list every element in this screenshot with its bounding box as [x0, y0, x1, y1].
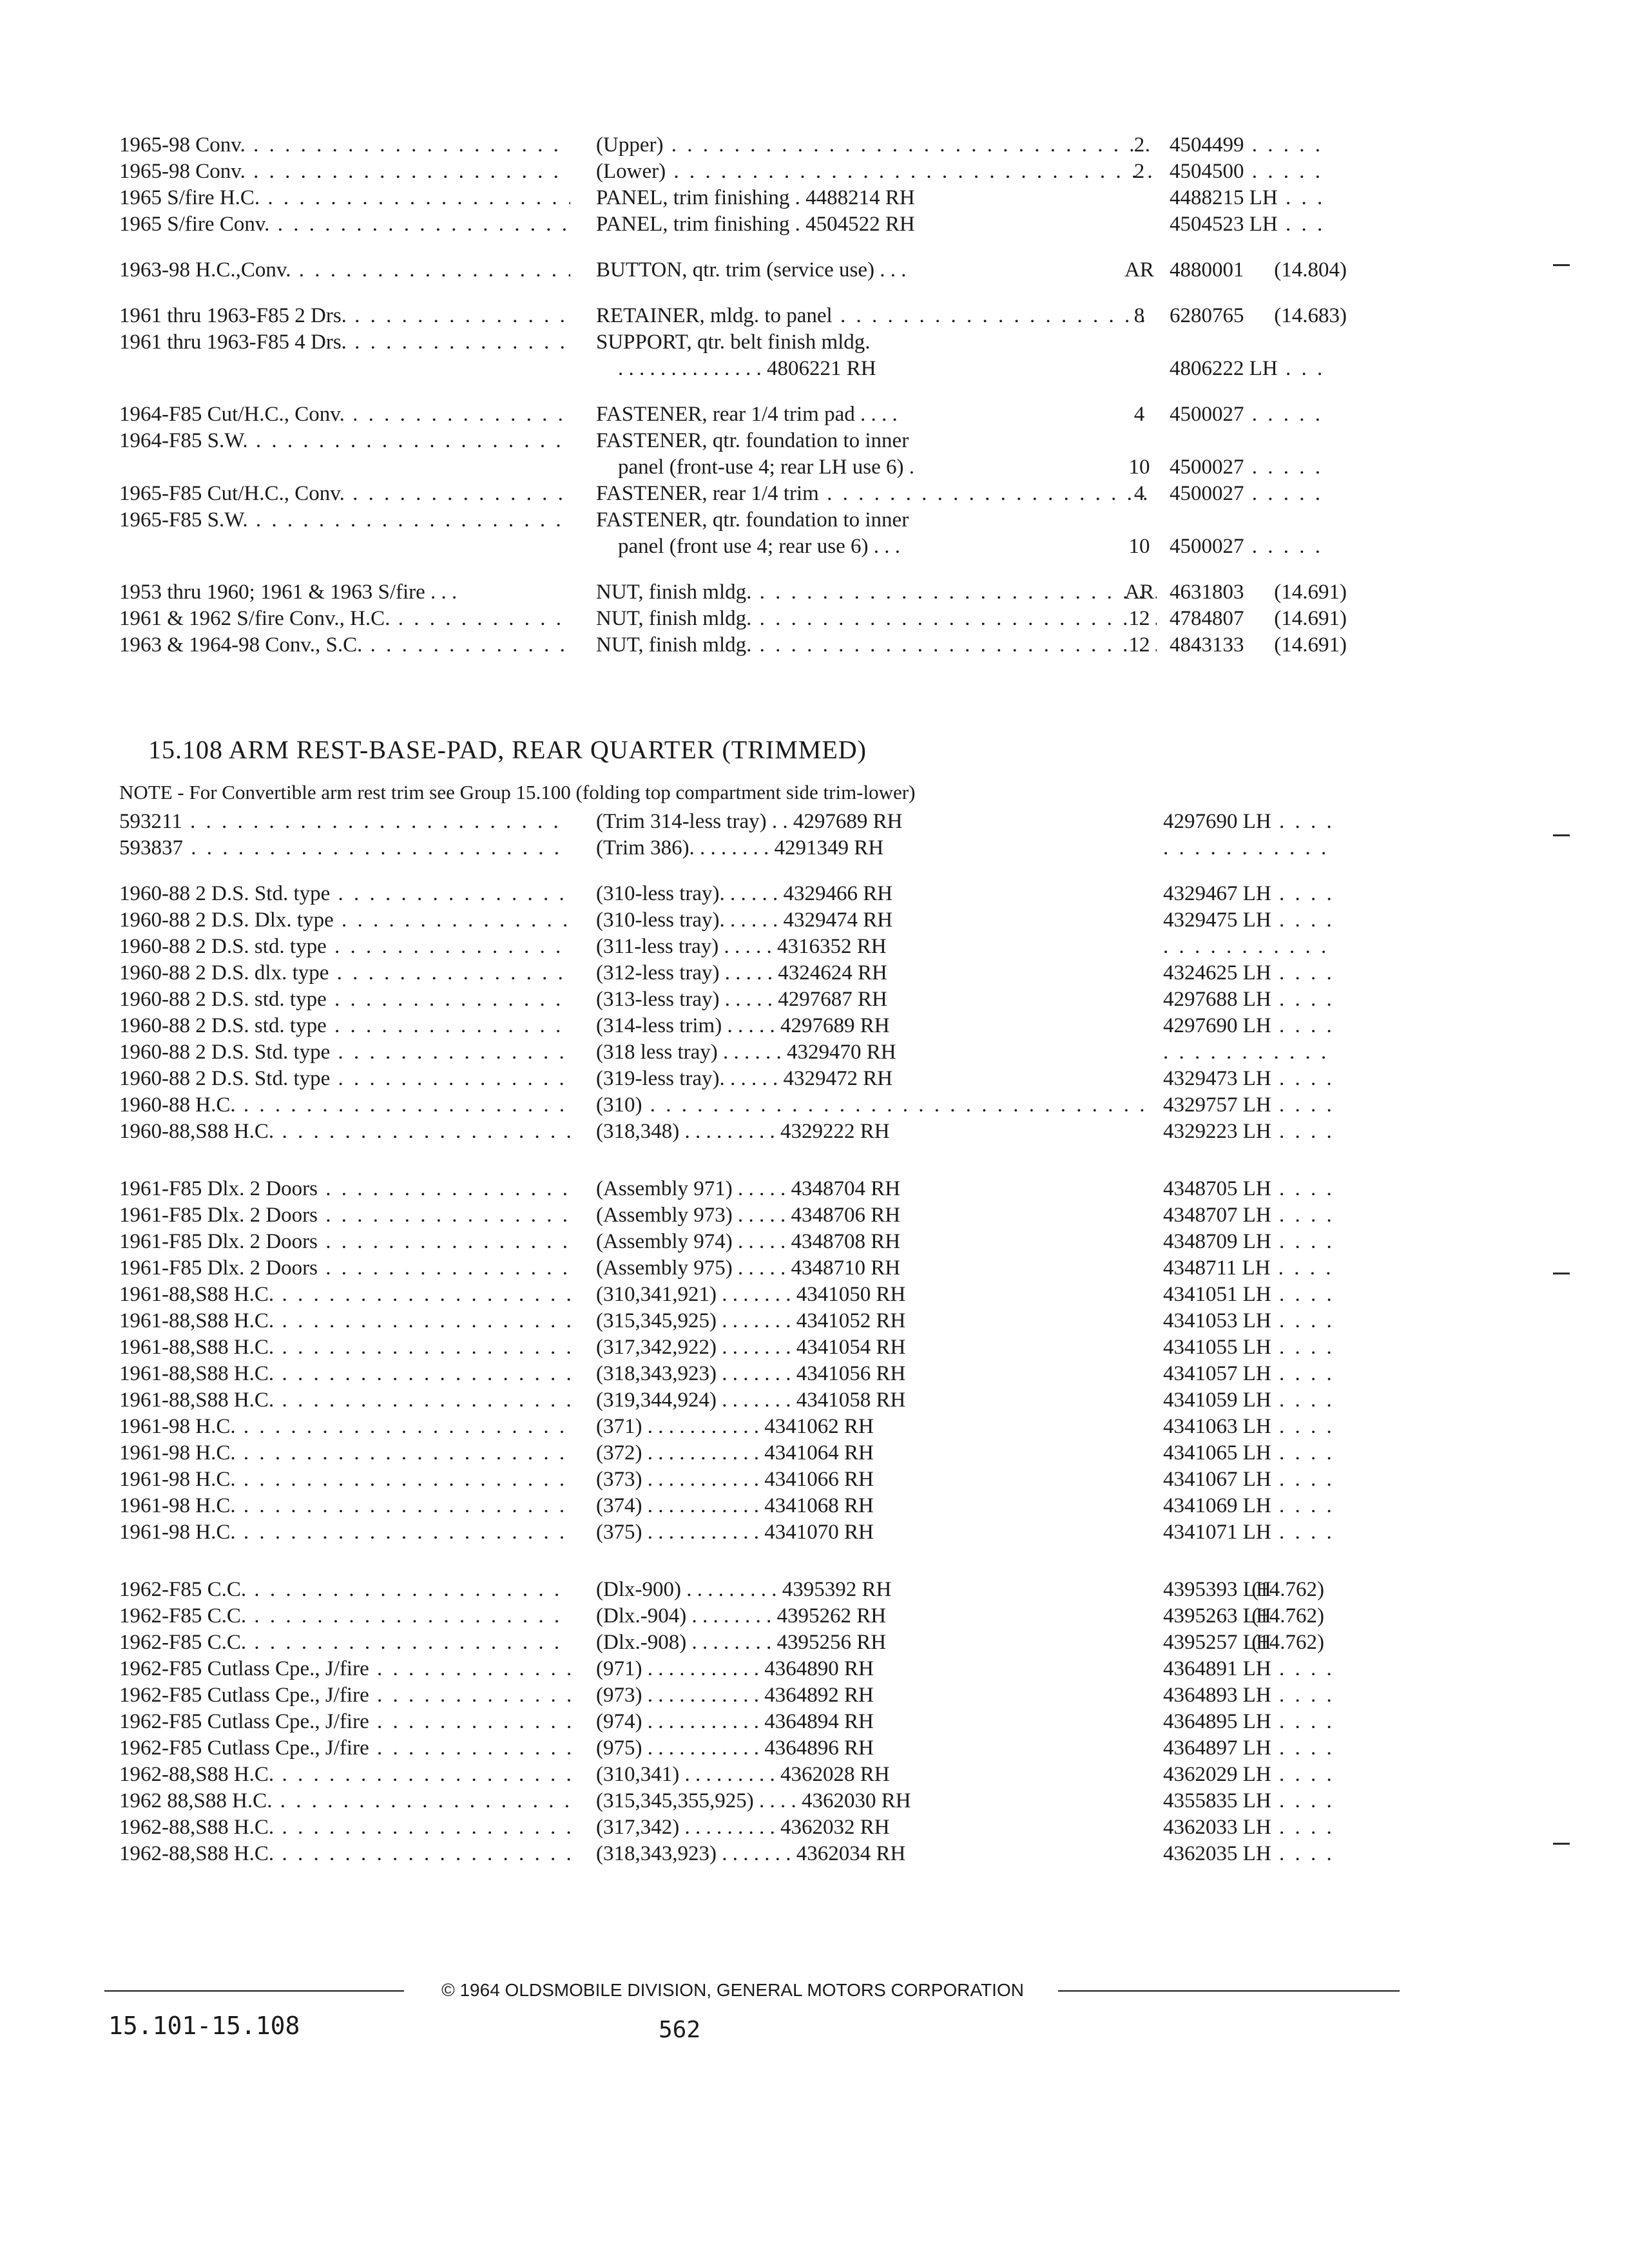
part-number-cell: 4355835 LH . . . — [1163, 1788, 1331, 1814]
description-cell: panel (front-use 4; rear LH use 6) . — [618, 456, 914, 479]
description-cell: (374) . . . . . . . . . . . 4341068 RH — [596, 1494, 874, 1517]
part-row — [119, 1841, 1331, 1867]
model-cell: 1962-F85 Cutlass Cpe., J/fire . . . — [119, 1682, 570, 1709]
section-note: NOTE - For Convertible arm rest trim see Group 15.100 (folding top compartment side trim-lower) — [119, 781, 916, 803]
part-number-cell: 4362033 LH . . . — [1163, 1814, 1331, 1841]
part-number-cell: 4348705 LH . . . — [1163, 1176, 1331, 1202]
part-row — [119, 1039, 1331, 1066]
part-row — [119, 1414, 1331, 1440]
model-cell: 1960-88 2 D.S. Dlx. type . . . — [119, 907, 570, 934]
description-cell: (371) . . . . . . . . . . . 4341062 RH — [596, 1415, 874, 1438]
part-row — [119, 1387, 1331, 1414]
part-number-cell: 4880001 — [1170, 258, 1244, 282]
margin-mark — [1553, 1843, 1570, 1845]
part-row — [119, 1577, 1331, 1603]
model-cell: 1961-F85 Dlx. 2 Doors . . . — [119, 1202, 570, 1229]
model-cell: 1961-88,S88 H.C. . . . — [119, 1387, 570, 1414]
part-row — [119, 934, 1331, 960]
quantity-cell: AR — [1124, 581, 1154, 604]
part-row — [119, 481, 1331, 507]
part-number-cell: 4329475 LH . . . — [1163, 907, 1331, 934]
description-cell: NUT, finish mldg. . . . — [596, 579, 1157, 606]
part-number-cell: 4364895 LH . . . — [1163, 1709, 1331, 1735]
description-cell: (315,345,925) . . . . . . . 4341052 RH — [596, 1309, 906, 1332]
part-row — [119, 1603, 1331, 1629]
part-row — [119, 1013, 1331, 1039]
part-row — [119, 1814, 1331, 1841]
part-row — [119, 257, 1347, 284]
model-cell: 1960-88 2 D.S. Std. type . . . — [119, 1066, 570, 1092]
row-spacer — [119, 1145, 1331, 1176]
part-number-cell — [1163, 934, 1331, 960]
description-cell: NUT, finish mldg. . . . — [596, 606, 1157, 632]
part-number-cell: 4488215 LH . . . — [1170, 185, 1331, 211]
description-cell: (Assembly 971) . . . . . 4348704 RH — [596, 1177, 901, 1200]
part-row — [119, 428, 1331, 454]
part-row — [119, 1119, 1331, 1145]
part-number-cell: 4348711 LH . . . — [1163, 1255, 1331, 1282]
part-number-cell: 4341071 LH . . . — [1163, 1519, 1331, 1546]
part-number-cell: 4500027 . . . — [1170, 401, 1331, 428]
reference-group-cell: (14.691) — [1274, 607, 1347, 630]
part-number-cell: 4329757 LH . . . — [1163, 1092, 1331, 1119]
description-cell: (Trim 386). . . . . . . . 4291349 RH — [596, 836, 884, 860]
description-cell: (318 less tray) . . . . . . 4329470 RH — [596, 1041, 896, 1064]
model-cell: 1964-F85 S.W. . . . — [119, 428, 570, 454]
model-cell: 1961-F85 Dlx. 2 Doors . . . — [119, 1176, 570, 1202]
part-row — [119, 1282, 1331, 1308]
part-row — [119, 1493, 1331, 1519]
model-cell: 1965-98 Conv. . . . — [119, 132, 570, 159]
part-row — [119, 454, 1331, 481]
part-row — [119, 1202, 1331, 1229]
part-row — [119, 211, 1331, 238]
description-cell: (Dlx.-908) . . . . . . . . 4395256 RH — [596, 1631, 887, 1654]
model-cell: 1960-88 H.C. . . . — [119, 1092, 570, 1119]
part-number-cell: 4341067 LH . . . — [1163, 1466, 1331, 1493]
reference-group-cell: (14.691) — [1274, 633, 1347, 657]
model-cell: 1965 S/fire H.C. . . . — [119, 185, 570, 211]
part-number-cell: 4341069 LH . . . — [1163, 1493, 1331, 1519]
model-cell: 1961-98 H.C. . . . — [119, 1493, 570, 1519]
part-row — [119, 986, 1331, 1013]
part-row — [119, 1735, 1331, 1762]
model-cell: 1961-F85 Dlx. 2 Doors . . . — [119, 1229, 570, 1255]
description-cell: (Lower) . . . — [596, 159, 1157, 185]
part-number-cell: 4297690 LH . . . — [1163, 809, 1331, 835]
model-cell: 1961-88,S88 H.C. . . . — [119, 1334, 570, 1361]
part-number-cell — [1163, 835, 1331, 861]
part-number-cell: 4341055 LH . . . — [1163, 1334, 1331, 1361]
part-row — [119, 1255, 1331, 1282]
part-number-cell: 4364893 LH . . . — [1163, 1682, 1331, 1709]
part-row — [119, 356, 1331, 382]
part-number-cell: 4806222 LH . . . — [1170, 356, 1331, 382]
row-spacer — [119, 1546, 1331, 1577]
row-spacer — [119, 861, 1331, 881]
row-spacer — [119, 238, 1331, 257]
model-cell: 1963 & 1964-98 Conv., S.C. . . . — [119, 632, 570, 658]
part-row — [119, 579, 1347, 606]
description-cell: NUT, finish mldg. . . . — [596, 632, 1157, 658]
model-cell: 1960-88 2 D.S. Std. type . . . — [119, 881, 570, 907]
description-cell: FASTENER, rear 1/4 trim . . . — [596, 481, 1157, 507]
reference-group-cell: (14.762) — [1251, 1578, 1324, 1601]
model-cell: 1961-88,S88 H.C. . . . — [119, 1361, 570, 1387]
part-row — [119, 1629, 1331, 1656]
reference-group-cell: (14.762) — [1251, 1631, 1324, 1654]
page-code: 15.101-15.108 — [108, 2012, 300, 2040]
row-spacer — [119, 560, 1331, 579]
part-row — [119, 809, 1331, 835]
part-row — [119, 329, 1331, 356]
description-cell: (310) . . . — [596, 1092, 1157, 1119]
part-number-cell: 4341057 LH . . . — [1163, 1361, 1331, 1387]
section-title: 15.108 ARM REST-BASE-PAD, REAR QUARTER (TRIMMED) — [148, 735, 867, 764]
reference-group-cell: (14.762) — [1251, 1604, 1324, 1628]
description-cell: (310,341,921) . . . . . . . 4341050 RH — [596, 1283, 906, 1306]
model-cell: 1960-88 2 D.S. std. type . . . — [119, 1013, 570, 1039]
part-number-cell: 4784807 — [1170, 607, 1244, 630]
description-cell: (310-less tray). . . . . . 4329466 RH — [596, 882, 893, 905]
model-cell: 1961-88,S88 H.C. . . . — [119, 1282, 570, 1308]
model-cell: 1961 thru 1963-F85 4 Drs. . . . — [119, 329, 570, 356]
part-number-cell: 6280765 — [1170, 304, 1244, 327]
reference-group-cell: (14.683) — [1274, 304, 1347, 327]
quantity-cell: 12 — [1128, 633, 1150, 657]
description-cell: (319,344,924) . . . . . . . 4341058 RH — [596, 1389, 906, 1412]
description-cell: (318,343,923) . . . . . . . 4362034 RH — [596, 1842, 906, 1865]
description-cell: (971) . . . . . . . . . . . 4364890 RH — [596, 1657, 874, 1680]
part-number-cell: 4341053 LH . . . — [1163, 1308, 1331, 1334]
description-cell: (Assembly 974) . . . . . 4348708 RH — [596, 1230, 901, 1253]
reference-group-cell: (14.691) — [1274, 581, 1347, 604]
model-cell: 1960-88 2 D.S. std. type . . . — [119, 934, 570, 960]
description-cell: (Assembly 975) . . . . . 4348710 RH — [596, 1256, 901, 1280]
part-number-cell: 4362029 LH . . . — [1163, 1762, 1331, 1788]
part-row — [119, 1308, 1331, 1334]
model-cell: 1965-98 Conv. . . . — [119, 159, 570, 185]
part-number-cell — [1163, 1039, 1331, 1066]
part-row — [119, 632, 1347, 658]
part-row — [119, 835, 1331, 861]
quantity-cell: 10 — [1128, 535, 1150, 558]
quantity-cell: 2 — [1133, 160, 1145, 183]
part-number-cell: 4324625 LH . . . — [1163, 960, 1331, 986]
description-cell: (313-less tray) . . . . . 4297687 RH — [596, 988, 887, 1011]
description-cell: (318,343,923) . . . . . . . 4341056 RH — [596, 1362, 906, 1385]
model-cell: 1962-88,S88 H.C. . . . — [119, 1841, 570, 1867]
model-cell: 1964-F85 Cut/H.C., Conv. . . . — [119, 401, 570, 428]
model-cell: 1961-98 H.C. . . . — [119, 1440, 570, 1466]
part-row — [119, 1709, 1331, 1735]
part-number-cell: 4329467 LH . . . — [1163, 881, 1331, 907]
model-cell: 1962-88,S88 H.C. . . . — [119, 1814, 570, 1841]
model-cell: 1962-F85 Cutlass Cpe., J/fire . . . — [119, 1709, 570, 1735]
part-number-cell: 4297688 LH . . . — [1163, 986, 1331, 1013]
description-cell: PANEL, trim finishing . 4488214 RH — [596, 186, 915, 209]
model-cell: 1963-98 H.C.,Conv. . . . — [119, 257, 570, 284]
model-cell: 1953 thru 1960; 1961 & 1963 S/fire . . . — [119, 581, 458, 604]
row-spacer — [119, 382, 1331, 401]
description-cell: (974) . . . . . . . . . . . 4364894 RH — [596, 1710, 874, 1733]
description-cell: (373) . . . . . . . . . . . 4341066 RH — [596, 1468, 874, 1491]
part-row — [119, 401, 1331, 428]
model-cell: 1961 & 1962 S/fire Conv., H.C. . . . — [119, 606, 570, 632]
part-row — [119, 1656, 1331, 1682]
description-cell: (Dlx-900) . . . . . . . . . 4395392 RH — [596, 1578, 892, 1601]
part-row — [119, 1682, 1331, 1709]
description-cell: FASTENER, qtr. foundation to inner — [596, 508, 909, 532]
description-cell: (315,345,355,925) . . . . 4362030 RH — [596, 1789, 911, 1812]
part-row — [119, 533, 1331, 560]
description-cell: panel (front use 4; rear use 6) . . . — [618, 535, 901, 558]
part-number-cell: 4329473 LH . . . — [1163, 1066, 1331, 1092]
part-row — [119, 881, 1331, 907]
model-cell: 1965 S/fire Conv. . . . — [119, 211, 570, 238]
part-number-cell: 4362035 LH . . . — [1163, 1841, 1331, 1867]
part-number-cell: 4631803 — [1170, 581, 1244, 604]
description-cell: (Dlx.-904) . . . . . . . . 4395262 RH — [596, 1604, 887, 1628]
part-number-cell: 4395257 LH — [1163, 1631, 1271, 1654]
model-cell: 1962-F85 Cutlass Cpe., J/fire . . . — [119, 1656, 570, 1682]
description-cell: PANEL, trim finishing . 4504522 RH — [596, 213, 915, 236]
model-cell: 1962-88,S88 H.C. . . . — [119, 1762, 570, 1788]
part-number-cell: 4395393 LH — [1163, 1578, 1271, 1601]
part-row — [119, 507, 1331, 533]
part-number-cell: 4341051 LH . . . — [1163, 1282, 1331, 1308]
description-cell: (Upper) . . . — [596, 132, 1157, 159]
part-row — [119, 960, 1331, 986]
part-number-cell: 4348707 LH . . . — [1163, 1202, 1331, 1229]
part-number-cell: 4364897 LH . . . — [1163, 1735, 1331, 1762]
parts-list-arm-rest — [119, 809, 1331, 1867]
quantity-cell: 8 — [1133, 304, 1145, 327]
part-number-cell: 4348709 LH . . . — [1163, 1229, 1331, 1255]
part-number-cell: 4504499 . . . — [1170, 132, 1331, 159]
part-number-cell: 4341063 LH . . . — [1163, 1414, 1331, 1440]
part-number-cell: 4500027 . . . — [1170, 533, 1331, 560]
model-cell: 1961-F85 Dlx. 2 Doors . . . — [119, 1255, 570, 1282]
description-cell: FASTENER, rear 1/4 trim pad . . . . — [596, 403, 898, 426]
part-number-cell: 4500027 . . . — [1170, 481, 1331, 507]
margin-mark — [1553, 264, 1570, 266]
parts-list-upper — [119, 132, 1347, 658]
description-cell: (372) . . . . . . . . . . . 4341064 RH — [596, 1441, 874, 1465]
description-cell: (310-less tray). . . . . . 4329474 RH — [596, 908, 893, 932]
part-row — [119, 606, 1347, 632]
part-number-cell: 4341059 LH . . . — [1163, 1387, 1331, 1414]
quantity-cell: AR — [1124, 258, 1154, 282]
description-cell: (310,341) . . . . . . . . . 4362028 RH — [596, 1763, 890, 1786]
quantity-cell: 4 — [1133, 403, 1145, 426]
part-number-cell: 4504523 LH . . . — [1170, 211, 1331, 238]
description-cell: (311-less tray) . . . . . 4316352 RH — [596, 935, 887, 958]
quantity-cell: 10 — [1128, 456, 1150, 479]
part-row — [119, 907, 1331, 934]
part-number-cell: 4329223 LH . . . — [1163, 1119, 1331, 1145]
model-cell: 593837 . . . — [119, 835, 570, 861]
description-cell: (Assembly 973) . . . . . 4348706 RH — [596, 1204, 901, 1227]
description-cell: (318,348) . . . . . . . . . 4329222 RH — [596, 1120, 890, 1143]
part-number-cell: 4364891 LH . . . — [1163, 1656, 1331, 1682]
part-number-cell: 4500027 . . . — [1170, 454, 1331, 481]
model-cell: 1962-F85 C.C. . . . — [119, 1603, 570, 1629]
description-cell: (317,342) . . . . . . . . . 4362032 RH — [596, 1816, 890, 1839]
model-cell: 1960-88 2 D.S. Std. type . . . — [119, 1039, 570, 1066]
footer-rule-left — [104, 1990, 404, 1992]
description-cell: (375) . . . . . . . . . . . 4341070 RH — [596, 1521, 874, 1544]
model-cell: 1965-F85 S.W. . . . — [119, 507, 570, 533]
part-row — [119, 1176, 1331, 1202]
model-cell: 1960-88 2 D.S. dlx. type . . . — [119, 960, 570, 986]
description-cell: (319-less tray). . . . . . 4329472 RH — [596, 1067, 893, 1090]
quantity-cell: 4 — [1133, 482, 1145, 505]
description-cell: BUTTON, qtr. trim (service use) . . . — [596, 258, 907, 282]
model-cell: 1961-98 H.C. . . . — [119, 1466, 570, 1493]
part-row — [119, 1788, 1331, 1814]
model-cell: 1965-F85 Cut/H.C., Conv. . . . — [119, 481, 570, 507]
part-row — [119, 1092, 1331, 1119]
model-cell: 1961-88,S88 H.C. . . . — [119, 1308, 570, 1334]
part-row — [119, 1519, 1331, 1546]
model-cell: 593211 . . . — [119, 809, 570, 835]
model-cell: 1961-98 H.C. . . . — [119, 1414, 570, 1440]
part-number-cell: 4341065 LH . . . — [1163, 1440, 1331, 1466]
part-row — [119, 1229, 1331, 1255]
description-cell: (973) . . . . . . . . . . . 4364892 RH — [596, 1684, 874, 1707]
part-row — [119, 1466, 1331, 1493]
copyright-notice: © 1964 OLDSMOBILE DIVISION, GENERAL MOTORS CORPORATION — [441, 1980, 1024, 2000]
reference-group-cell: (14.804) — [1274, 258, 1347, 282]
description-cell: (317,342,922) . . . . . . . 4341054 RH — [596, 1336, 906, 1359]
part-row — [119, 159, 1331, 185]
model-cell: 1962 88,S88 H.C. . . . — [119, 1788, 570, 1814]
description-cell: (312-less tray) . . . . . 4324624 RH — [596, 961, 887, 985]
row-spacer — [119, 284, 1331, 303]
part-row — [119, 1440, 1331, 1466]
description-cell: (314-less trim) . . . . . 4297689 RH — [596, 1014, 890, 1037]
part-number-cell: 4843133 — [1170, 633, 1244, 657]
model-cell: 1962-F85 C.C. . . . — [119, 1629, 570, 1656]
part-row — [119, 1066, 1331, 1092]
model-cell: 1960-88,S88 H.C. . . . — [119, 1119, 570, 1145]
part-row — [119, 132, 1331, 159]
model-cell: 1961 thru 1963-F85 2 Drs. . . . — [119, 303, 570, 329]
part-row — [119, 1762, 1331, 1788]
model-cell: 1962-F85 C.C. . . . — [119, 1577, 570, 1603]
page-number: 562 — [659, 2017, 701, 2043]
quantity-cell: 12 — [1128, 607, 1150, 630]
footer-rule — [104, 1977, 1303, 2003]
margin-mark — [1553, 1273, 1570, 1274]
part-number-cell: 4395263 LH — [1163, 1604, 1271, 1628]
description-cell: (975) . . . . . . . . . . . 4364896 RH — [596, 1736, 874, 1760]
part-number-cell: 4504500 . . . — [1170, 159, 1331, 185]
description-cell: FASTENER, qtr. foundation to inner — [596, 429, 909, 452]
part-row — [119, 303, 1347, 329]
margin-mark — [1553, 834, 1570, 836]
description-cell: (Trim 314-less tray) . . 4297689 RH — [596, 810, 903, 833]
footer-rule-right — [1058, 1990, 1400, 1992]
quantity-cell: 2 — [1133, 133, 1145, 157]
description-cell: RETAINER, mldg. to panel . . . — [596, 303, 1157, 329]
part-number-cell: 4297690 LH . . . — [1163, 1013, 1331, 1039]
part-row — [119, 185, 1331, 211]
description-cell: SUPPORT, qtr. belt finish mldg. — [596, 331, 871, 354]
description-cell: . . . . . . . . . . . . . . 4806221 RH — [618, 357, 876, 380]
model-cell: 1961-98 H.C. . . . — [119, 1519, 570, 1546]
model-cell: 1960-88 2 D.S. std. type . . . — [119, 986, 570, 1013]
part-row — [119, 1334, 1331, 1361]
model-cell: 1962-F85 Cutlass Cpe., J/fire . . . — [119, 1735, 570, 1762]
part-row — [119, 1361, 1331, 1387]
